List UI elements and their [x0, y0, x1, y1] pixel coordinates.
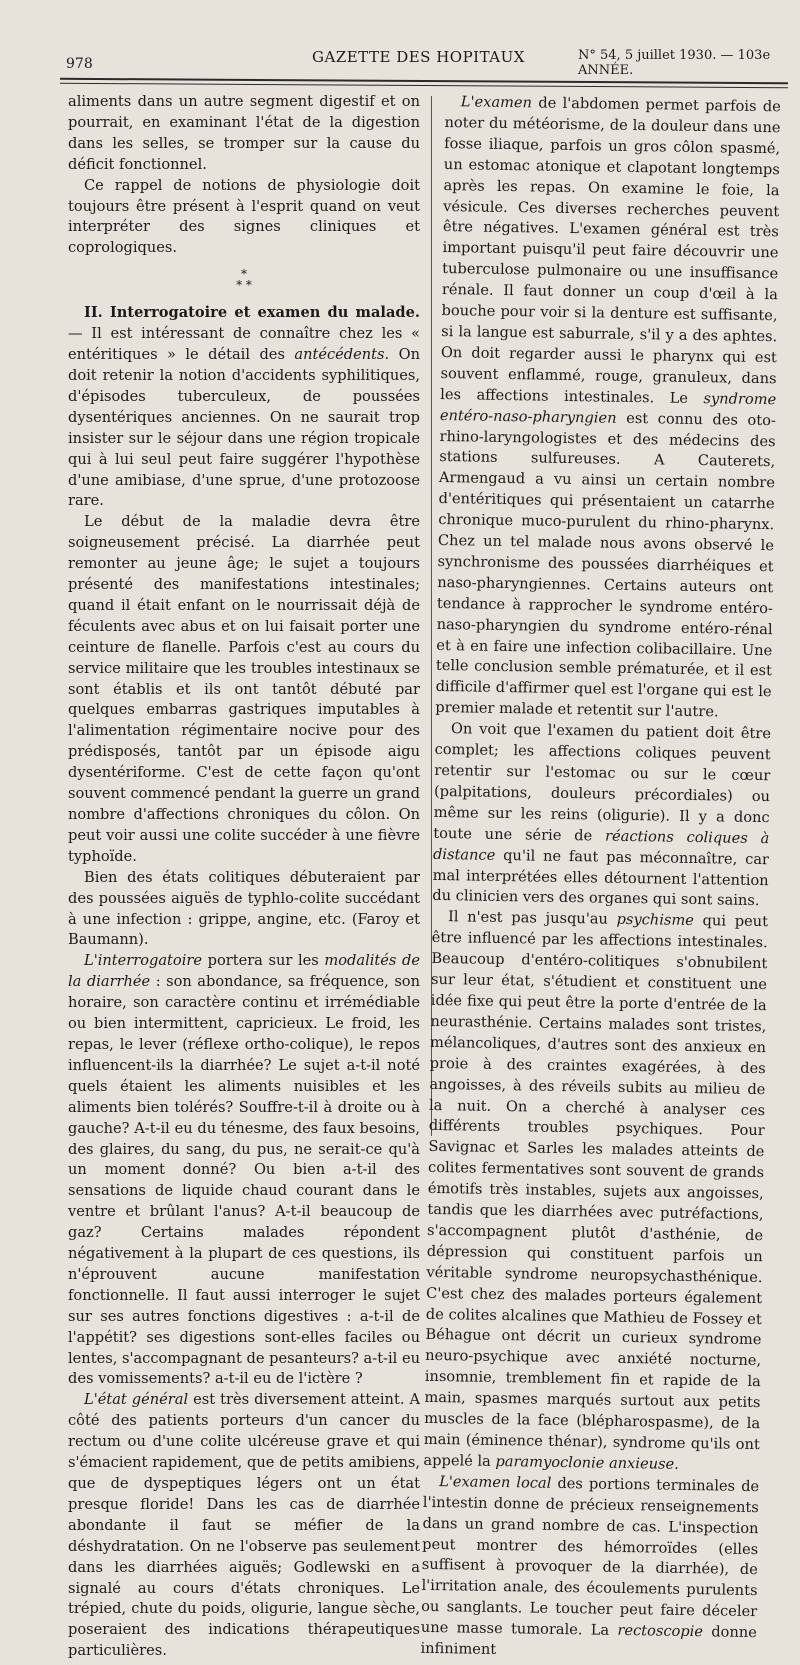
emphasis: syndrome entéro-naso-pharyngien	[439, 389, 777, 427]
text-run: portera sur les	[201, 952, 325, 970]
section-heading: II. Interrogatoire et examen du malade.	[84, 304, 420, 322]
paragraph	[423, 907, 768, 1477]
emphasis: antécédents	[294, 346, 385, 364]
journal-title: GAZETTE DES HOPITAUX	[312, 48, 525, 66]
text-run: qui peut être influencé par les affections intestinales. Beaucoup d'entéro-colitiques s'obnubilent sur leur état, s'étudient et constituent une idée fixe qui peut être la porte d'entrée de la neurasthénie. Certains malades sont tristes, mélancoliques, d'autres sont des anxieux en proie à des craintes exagérées, à des angoisses, à des réveils subits au milieu de la nuit. On a cherché à analyser ces différents troubles psychiques. Pour Savignac et Sarles les malades atteints de colites fermentatives sont souvent de grands émotifs très instables, sujets aux angoisses, tandis que les diarrhées avec putréfactions, s'accompagnent plutôt d'asthénie, de dépression qui constituent parfois un véritable syndrome neuropsychasthénique. C'est chez des malades porteurs également de colites alcalines que Mathieu de Fossey et Béhague ont décrit un curieux syndrome neuro-psychique avec anxiété nocturne, insomnie, tremblement fin et rapide de la main, spasmes marqués surtout aux petits muscles de la face (blépharospasme), de la main (éminence thénar), syndrome qu'ils ont appelé la	[423, 912, 769, 1470]
text-run: — Il est intéressant de connaître chez les « entéritiques » le détail des	[68, 325, 420, 364]
paragraph: Bien des états colitiques débuteraient par des poussées aiguës de typhlo-colite succédant à une infection : grippe, angine, etc. (Faroy et Baumann).	[68, 868, 420, 949]
text-run: : son abondance, sa fréquence, son horaire, son caractère continu et irrémédiable ou bien intermittent, capricieux. Le froid, les repas, le lever (réflexe ortho-colique), le repos influencent-ils la diarrhée? Le sujet a-t-il noté quels étaient les aliments nuisibles et les aliments bien tolérés? Souffre-t-il à droite ou à gauche? A-t-il eu du ténesme, des faux besoins, des glaires, du sang, du pus, ne serait-ce qu'à un moment donné? Ou bien a-t-il des sensations de liquide chaud courant dans le ventre et brûlant l'anus? A-t-il beaucoup de gaz? Certains malades répondent négativement à la plupart de ces questions, ils n'éprouvent aucune manifestation fonctionnelle. Il faut aussi interroger le sujet sur ses autres fonctions digestives : a-t-il de l'appétit? ses digestions sont-elles faciles ou lentes, s'accompagnant de pesanteurs? a-t-il eu des vomissements? a-t-il eu de l'ictère ?	[68, 973, 420, 1388]
emphasis: L'interrogatoire	[84, 952, 202, 970]
paragraph	[68, 951, 420, 1390]
text-run: des portions terminales de l'intestin donne de précieux renseignements dans un grand nombre de cas. L'inspection peut montrer des hémorroïdes (elles suffisent à provoquer de la diarrhée), de l'irritation anale, des écoulements purulents ou sanglants. Le toucher peut faire déceler une masse tumorale. La	[420, 1474, 760, 1640]
separator-stars: * *	[236, 278, 252, 293]
header-rule-thin	[60, 83, 788, 88]
text-run: donne infiniment	[420, 1623, 757, 1659]
issue-info: N° 54, 5 juillet 1930. — 103e ANNÉE.	[578, 48, 771, 78]
section-separator	[68, 269, 420, 291]
emphasis: réactions coliques à distance	[432, 827, 770, 864]
paragraph: aliments dans un autre segment digestif et on pourrait, en examinant l'état de la digestion dans les selles, se tromper sur la cause du déficit fonctionnel.	[68, 93, 420, 173]
emphasis: L'état général	[84, 1391, 189, 1409]
left-column	[68, 92, 420, 1662]
text-run: est connu des oto-rhino-laryngologistes et des médecins des stations sulfureuses. A Cauterets, Armengaud a vu ainsi un certain nombre d'entéritiques qui présentaient un catarrhe chronique muco-purulent du rhino-pharynx. Chez un tel malade nous avons observé le synchronisme des poussées diarrhéiques et naso-pharyngiennes. Certains auteurs ont tendance à rapprocher le syndrome entéro-naso-pharyngien du syndrome entéro-rénal et à en faire une infection colibacillaire. Une telle conclusion semble prématurée, et il est difficile d'affirmer quel est l'organe qui est le premier malade et retentit sur l'autre.	[435, 409, 777, 721]
page-header	[0, 40, 800, 78]
text-run: est très diversement atteint. A côté des patients porteurs d'un cancer du rectum ou d'une colite ulcéreuse grave et qui s'émacient rapidement, que de petits amibiens, que de dyspeptiques légers ont un état presque floride! Dans les cas de diarrhée abondante il faut se méfier de la déshydratation. On ne l'observe pas seulement dans les diarrhées aiguës; Godlewski en a signalé au cours d'états chroniques. Le trépied, chute du poids, oligurie, langue sèche, poseraient des indications thérapeutiques particulières.	[68, 1391, 420, 1660]
paragraph	[68, 1390, 420, 1662]
text-run: de l'abdomen permet parfois de noter du météorisme, de la douleur dans une fosse iliaque, parfois un gros côlon spasmé, un estomac atonique et clapotant longtemps après les repas. On examine le foie, la vésicule. Ces diverses recherches peuvent être négatives. L'examen général est très important puisqu'il peut faire découvrir une tuberculose pulmonaire ou une insuffisance rénale. Il faut donner un coup d'œil à la bouche pour voir si la denture est suffisante, si la langue est saburrale, s'il y a des aphtes. On doit regarder aussi le pharynx qui est souvent enflammé, rouge, granuleux, dans les affections intestinales. Le	[440, 94, 781, 407]
text-run: . On doit retenir la notion d'accidents syphilitiques, d'épisodes tuberculeux, de poussées dysentériques anciennes. On ne saurait trop insister sur le séjour dans une région tropicale qui à lui seul peut faire suggérer l'hypothèse d'une amibiase, d'une sprue, d'une protozoose rare.	[68, 346, 420, 510]
emphasis: L'examen local	[439, 1472, 552, 1492]
paragraph	[435, 92, 781, 724]
paragraph: Ce rappel de notions de physiologie doit toujours être présent à l'esprit quand on veut interpréter des signes cliniques et coprologiques.	[68, 176, 420, 257]
text-run: qu'il ne faut pas méconnaître, car mal interprétées elles détournent l'attention du clinicien vers des organes qui sont sains.	[432, 846, 770, 910]
paragraph: Le début de la maladie devra être soigneusement précisé. La diarrhée peut remonter au jeune âge; le sujet a toujours présenté des manifestations intestinales; quand il était enfant on le nourrissait déjà de féculents avec abus et on lui faisait porter une ceinture de flanelle. Parfois c'est au cours du service militaire que les troubles intestinaux se sont établis et ils ont tantôt débuté par quelques embarras gastriques imputables à l'alimentation régimentaire nocive pour des prédisposés, tantôt par un épisode aigu dysentériforme. C'est de cette façon qu'ont souvent commencé pendant la guerre un grand nombre d'affections chroniques du côlon. On peut voir aussi une colite succéder à une fièvre typhoïde.	[68, 513, 420, 865]
section-paragraph	[68, 303, 420, 512]
emphasis: paramyoclonie anxieuse	[495, 1452, 675, 1473]
paragraph	[432, 719, 771, 912]
text-run: Il n'est pas jusqu'au	[447, 908, 617, 929]
separator-star: *	[241, 267, 247, 282]
paragraph	[420, 1472, 759, 1665]
emphasis: psychisme	[616, 911, 695, 930]
emphasis: rectoscopie	[617, 1622, 704, 1641]
text-run: .	[674, 1455, 679, 1473]
emphasis: L'examen	[460, 93, 533, 112]
emphasis: modalités de la diarrhée	[68, 952, 420, 991]
text-run: On voit que l'examen du patient doit être complet; les affections coliques peuvent retentir sur l'estomac ou sur le cœur (palpitations, douleurs précordiales) ou même sur les reins (oligurie). Il y a donc toute une série de	[433, 720, 772, 845]
page-number: 978	[66, 56, 93, 72]
right-column	[420, 92, 781, 1665]
